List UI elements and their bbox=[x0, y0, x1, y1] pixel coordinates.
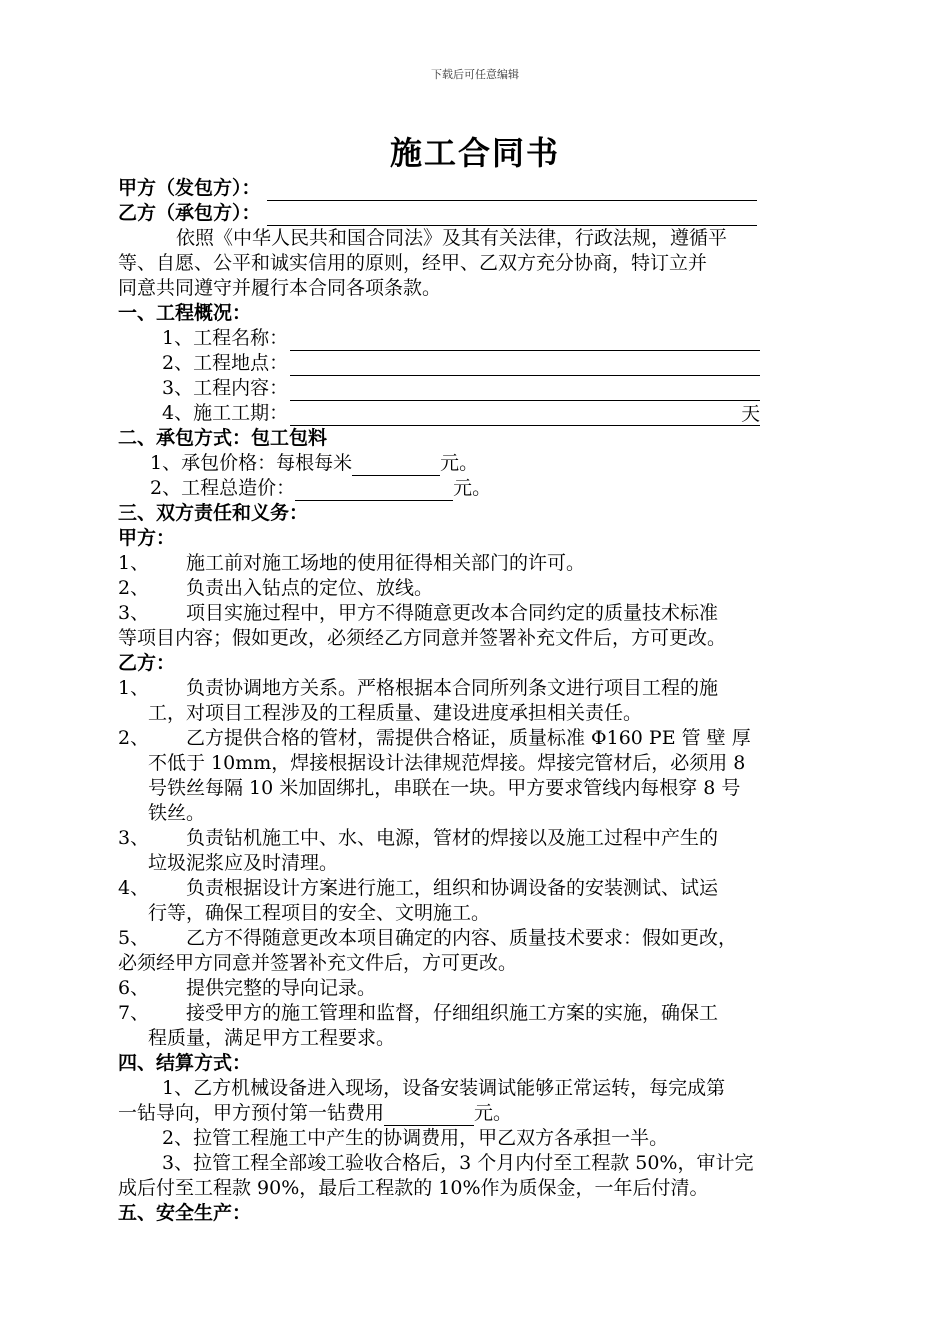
settlement-p3-line1: 3、拉管工程全部竣工验收合格后，3 个月内付至工程款 50%，审计完 bbox=[162, 1152, 754, 1174]
item-text-continued: 程质量，满足甲方工程要求。 bbox=[148, 1027, 396, 1049]
contract-price-blank bbox=[352, 457, 440, 476]
party-b-item-5 bbox=[118, 926, 834, 951]
party-a-subheading: 甲方： bbox=[118, 527, 176, 549]
item-text: 施工前对施工场地的使用征得相关部门的许可。 bbox=[186, 552, 586, 574]
section-2-heading: 二、承包方式：包工包料 bbox=[118, 427, 328, 449]
field-project-name bbox=[118, 326, 834, 351]
party-b-subheading: 乙方： bbox=[118, 652, 176, 674]
item-text-continued: 垃圾泥浆应及时清理。 bbox=[148, 852, 339, 874]
settlement-p1-line2 bbox=[118, 1101, 834, 1126]
field-blank bbox=[290, 355, 760, 376]
item-text-continued: 铁丝。 bbox=[148, 802, 206, 824]
item-text: 接受甲方的施工管理和监督，仔细组织施工方案的实施，确保工 bbox=[186, 1002, 719, 1024]
field-project-location bbox=[118, 351, 834, 376]
party-b-item-4 bbox=[118, 876, 834, 901]
total-cost-label: 2、工程总造价： bbox=[150, 477, 296, 499]
party-b-blank bbox=[267, 205, 757, 226]
item-number: 4、 bbox=[118, 877, 150, 899]
party-a-item-2 bbox=[118, 576, 834, 601]
item-text-continued: 行等，确保工程项目的安全、文明施工。 bbox=[148, 902, 491, 924]
item-number: 5、 bbox=[118, 927, 150, 949]
item-text: 负责出入钻点的定位、放线。 bbox=[186, 577, 434, 599]
party-a-label: 甲方（发包方）： bbox=[118, 177, 261, 199]
total-cost-blank bbox=[295, 482, 453, 501]
contract-price-unit: 元。 bbox=[440, 452, 479, 474]
party-b-item-6 bbox=[118, 976, 834, 1001]
item-text: 提供完整的导向记录。 bbox=[186, 977, 377, 999]
advance-payment-blank bbox=[384, 1107, 474, 1126]
unit-days: 天 bbox=[741, 403, 761, 425]
field-project-content bbox=[118, 376, 834, 401]
item-text: 项目实施过程中，甲方不得随意更改本合同约定的质量技术标准 bbox=[186, 602, 719, 624]
total-cost-line bbox=[118, 476, 834, 501]
field-label: 2、工程地点： bbox=[162, 352, 289, 374]
field-blank bbox=[290, 330, 760, 351]
item-number: 7、 bbox=[118, 1002, 150, 1024]
total-cost-unit: 元。 bbox=[453, 477, 492, 499]
item-text-continued: 号铁丝每隔 10 米加固绑扎，串联在一块。甲方要求管线内每根穿 8 号 bbox=[148, 777, 741, 799]
section-5-heading: 五、安全生产： bbox=[118, 1202, 252, 1224]
party-b-label: 乙方（承包方）： bbox=[118, 202, 261, 224]
item-number: 3、 bbox=[118, 827, 150, 849]
advance-payment-label: 一钻导向，甲方预付第一钻费用 bbox=[118, 1102, 385, 1124]
party-a-item-1 bbox=[118, 551, 834, 576]
field-blank bbox=[290, 380, 760, 401]
field-label: 1、工程名称： bbox=[162, 327, 289, 349]
item-text-continued: 必须经甲方同意并签署补充文件后，方可更改。 bbox=[118, 952, 518, 974]
party-b-item-2 bbox=[118, 726, 834, 751]
item-number: 6、 bbox=[118, 977, 150, 999]
item-text: 负责钻机施工中、水、电源，管材的焊接以及施工过程中产生的 bbox=[186, 827, 719, 849]
party-a-item-3 bbox=[118, 601, 834, 626]
advance-payment-unit: 元。 bbox=[474, 1102, 513, 1124]
preamble-line-1: 依照《中华人民共和国合同法》及其有关法律，行政法规，遵循平 bbox=[176, 227, 728, 249]
section-4-heading: 四、结算方式： bbox=[118, 1052, 252, 1074]
item-number: 2、 bbox=[118, 577, 150, 599]
item-number: 1、 bbox=[118, 677, 150, 699]
party-a-blank bbox=[267, 180, 757, 201]
section-1-heading: 一、工程概况： bbox=[118, 302, 252, 324]
document-title: 施工合同书 bbox=[389, 134, 560, 172]
document-body bbox=[118, 176, 834, 1226]
field-blank bbox=[290, 405, 760, 426]
item-text: 乙方提供合格的管材，需提供合格证，质量标准 Φ160 PE 管 壁 厚 bbox=[186, 727, 751, 749]
preamble-line-2: 等、自愿、公平和诚实信用的原则，经甲、乙双方充分协商，特订立并 bbox=[118, 252, 708, 274]
item-text: 负责根据设计方案进行施工，组织和协调设备的安装测试、试运 bbox=[186, 877, 719, 899]
field-label: 3、工程内容： bbox=[162, 377, 289, 399]
item-number: 1、 bbox=[118, 552, 150, 574]
item-text-continued: 不低于 10mm，焊接根据设计法律规范焊接。焊接完管材后，必须用 8 bbox=[148, 752, 746, 774]
item-number: 3、 bbox=[118, 602, 150, 624]
item-text: 负责协调地方关系。严格根据本合同所列条文进行项目工程的施 bbox=[186, 677, 719, 699]
settlement-p2: 2、拉管工程施工中产生的协调费用，甲乙双方各承担一半。 bbox=[162, 1127, 669, 1149]
section-3-heading: 三、双方责任和义务： bbox=[118, 502, 309, 524]
party-b-item-3 bbox=[118, 826, 834, 851]
settlement-p1-line1: 1、乙方机械设备进入现场，设备安装调试能够正常运转，每完成第 bbox=[162, 1077, 726, 1099]
item-text-continued: 工，对项目工程涉及的工程质量、建设进度承担相关责任。 bbox=[148, 702, 643, 724]
preamble-line-3: 同意共同遵守并履行本合同各项条款。 bbox=[118, 277, 442, 299]
party-b-item-7 bbox=[118, 1001, 834, 1026]
settlement-p3-line2: 成后付至工程款 90%，最后工程款的 10%作为质保金，一年后付清。 bbox=[118, 1177, 709, 1199]
field-label: 4、施工工期： bbox=[162, 402, 289, 424]
item-text: 乙方不得随意更改本项目确定的内容、质量技术要求：假如更改， bbox=[186, 927, 738, 949]
party-b-item-1 bbox=[118, 676, 834, 701]
header-note: 下载后可任意编辑 bbox=[431, 68, 519, 81]
field-construction-period bbox=[118, 401, 834, 426]
item-text-continued: 等项目内容；假如更改，必须经乙方同意并签署补充文件后，方可更改。 bbox=[118, 627, 727, 649]
item-number: 2、 bbox=[118, 727, 150, 749]
contract-price-line bbox=[118, 451, 834, 476]
party-a-line bbox=[118, 176, 834, 201]
contract-price-label: 1、承包价格：每根每米 bbox=[150, 452, 353, 474]
party-b-line bbox=[118, 201, 834, 226]
